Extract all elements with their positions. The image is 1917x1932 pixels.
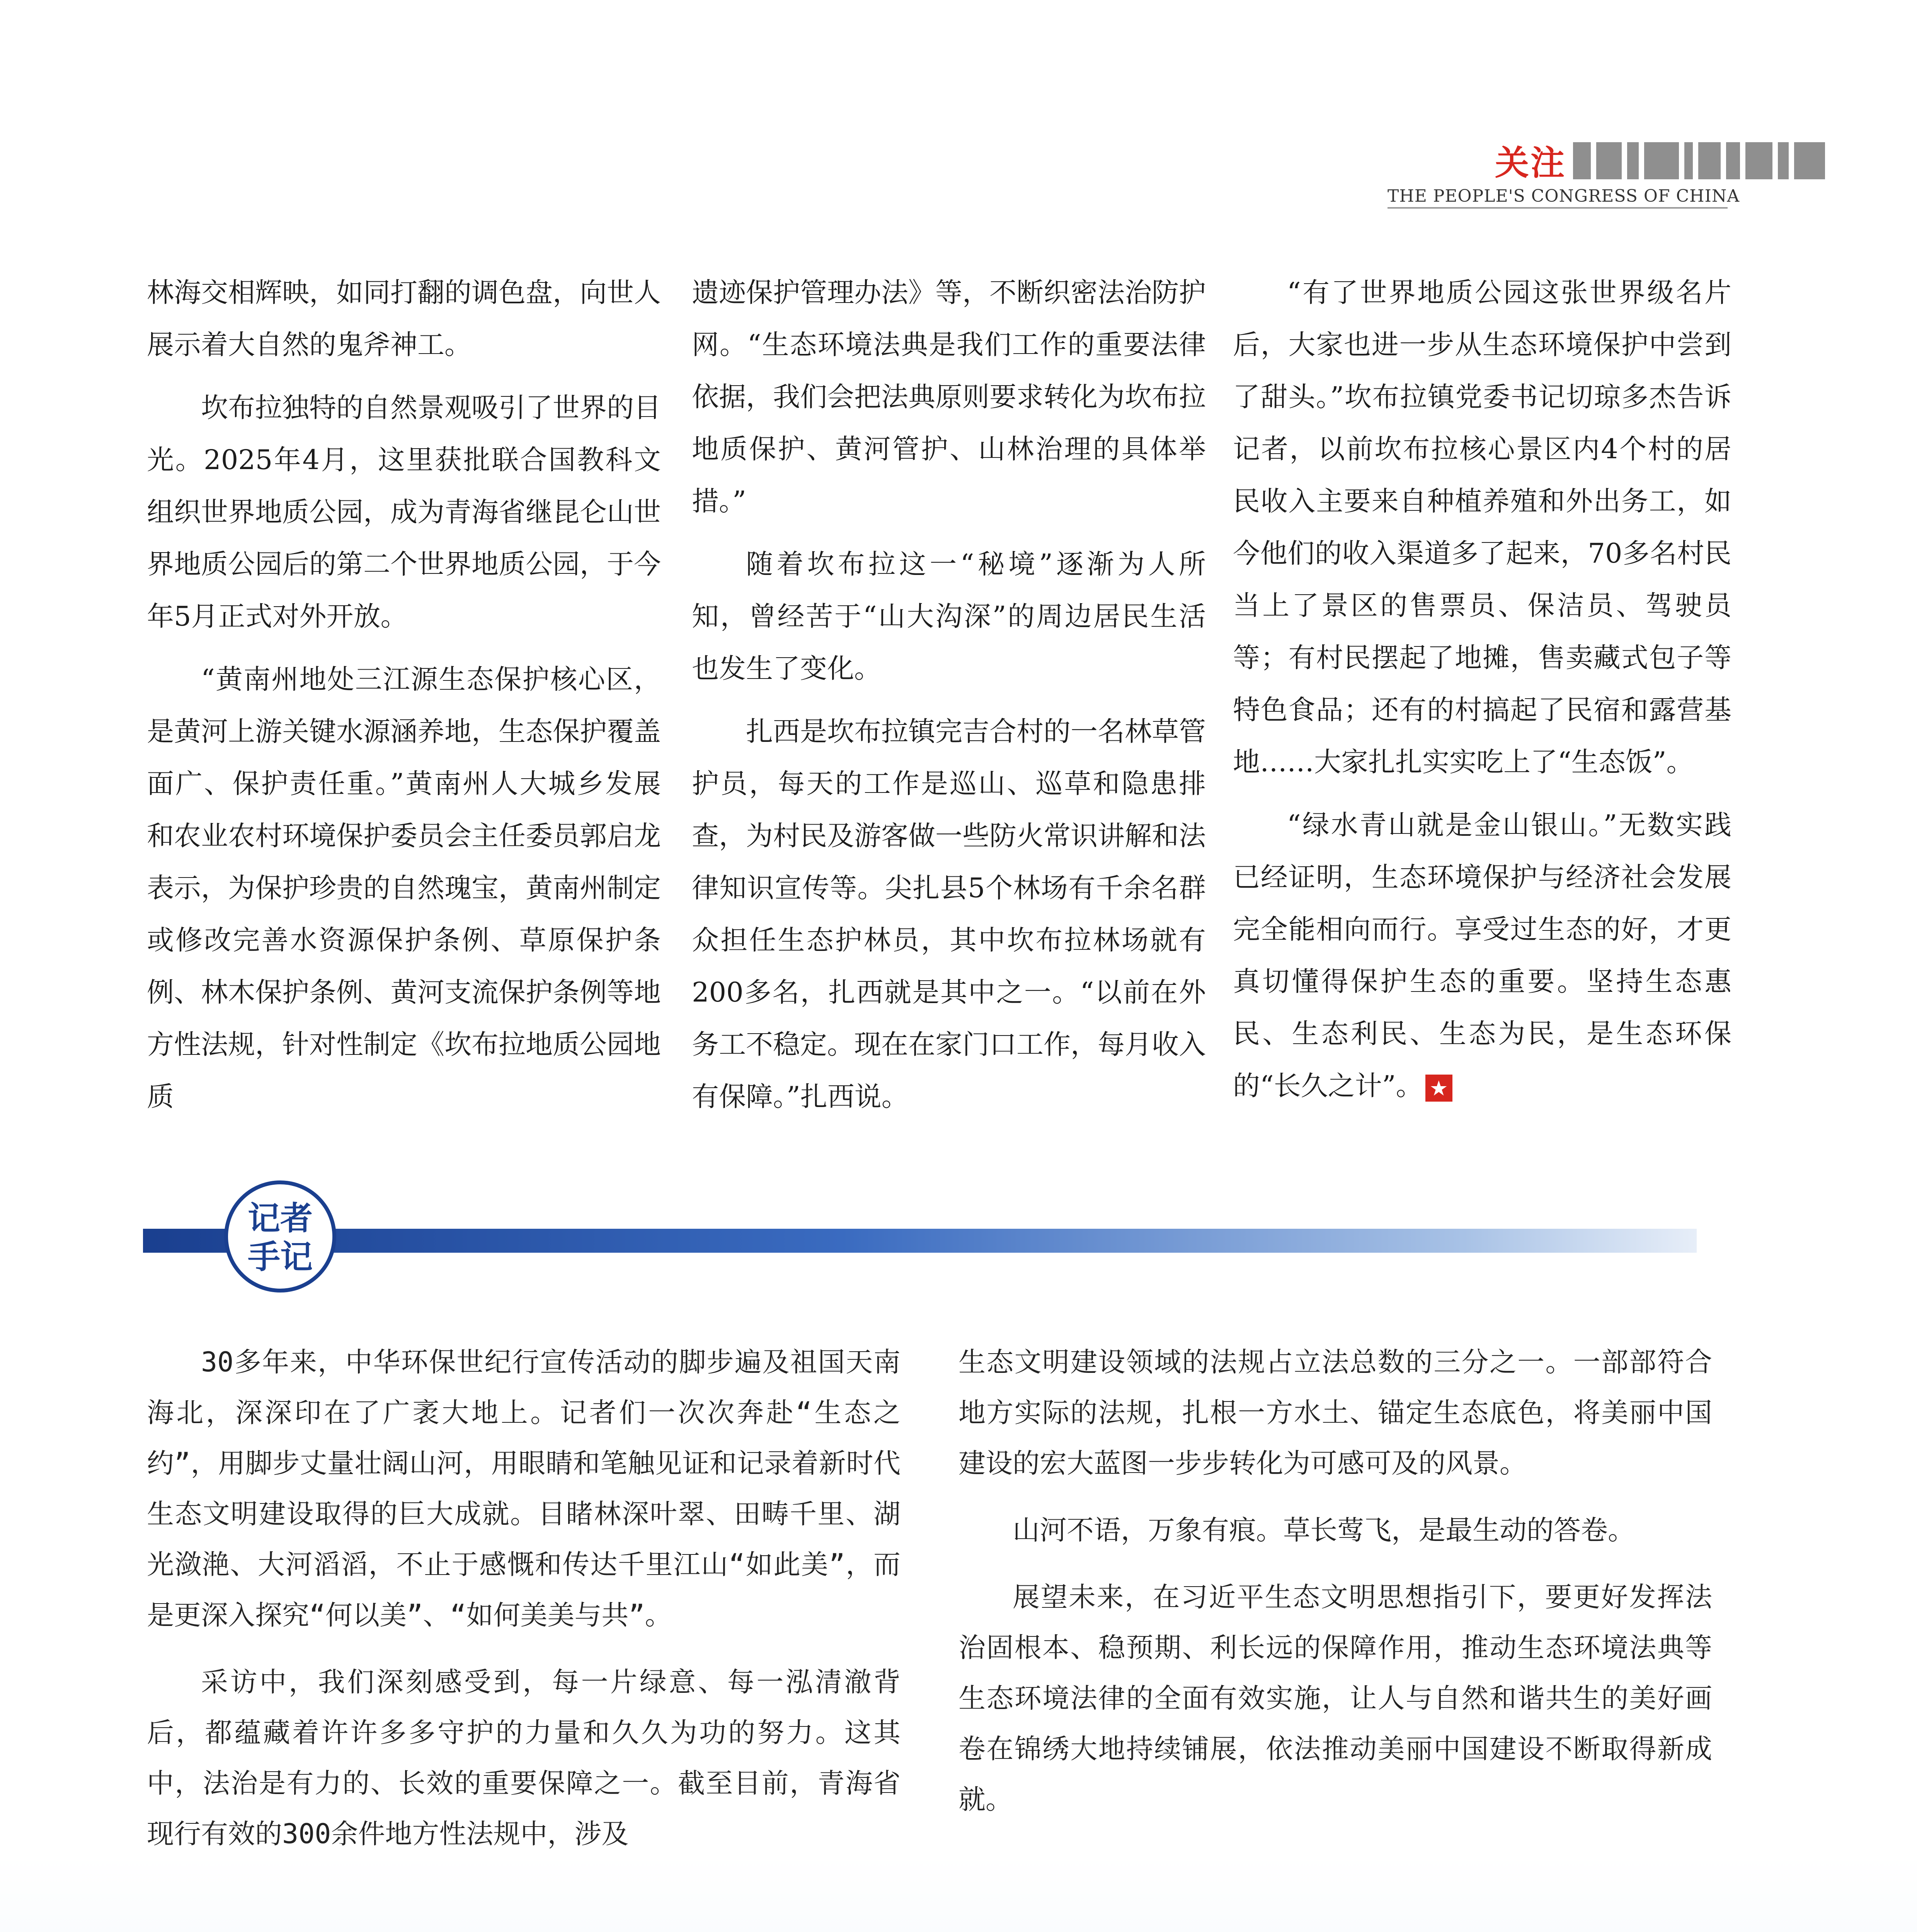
article-column-3: [1233, 267, 1731, 1112]
paragraph: 遗迹保护管理办法》等，不断织密法治防护网。“生态环境法典是我们工作的重要法律依据，我们会把法典原则要求转化为坎布拉地质保护、黄河管护、山林治理的具体举措。”: [692, 277, 1206, 517]
landscape-photo: [0, 1855, 1917, 1932]
header-decoration: [1573, 142, 1825, 179]
paragraph: 扎西是坎布拉镇完吉合村的一名林草管护员，每天的工作是巡山、巡草和隐患排查，为村民及游客做一些防火常识讲解和法律知识宣传等。尖扎县5个林场有千余名群众担任生态护林员，其中坎布拉林场就有200多名，扎西就是其中之一。“以前在外务工不稳定。现在在家门口工作，每月收入有保障。”扎西说。: [692, 716, 1206, 1112]
paragraph: 山河不语，万象有痕。草长莺飞，是最生动的答卷。: [1013, 1514, 1635, 1546]
paragraph: 采访中，我们深刻感受到，每一片绿意、每一泓清澈背后，都蕴藏着许许多多守护的力量和久久为功的努力。这其中，法治是有力的、长效的重要保障之一。截至目前，青海省现行有效的300余件地方性法规中，涉及: [147, 1666, 901, 1850]
header-divider: [1388, 207, 1728, 209]
paragraph: 坎布拉独特的自然景观吸引了世界的目光。2025年4月，这里获批联合国教科文组织世界地质公园，成为青海省继昆仑山世界地质公园后的第二个世界地质公园，于今年5月正式对外开放。: [147, 392, 661, 632]
paragraph: [1233, 799, 1731, 1112]
paragraph: 展望未来，在习近平生态文明思想指引下，要更好发挥法治固根本、稳预期、利长远的保障作用，推动生态环境法典等生态环境法律的全面有效实施，让人与自然和谐共生的美好画卷在锦绣大地持续铺展，依法推动美丽中国建设不断取得新成就。: [958, 1581, 1712, 1815]
section-label: 关注: [1495, 143, 1566, 183]
paragraph-text: “绿水青山就是金山银山。”无数实践已经证明，生态环境保护与经济社会发展完全能相向而行。享受过生态的好，才更真切懂得保护生态的重要。坚持生态惠民、生态利民、生态为民，是生态环保的“长久之计”。: [1233, 809, 1731, 1102]
paragraph: 30多年来，中华环保世纪行宣传活动的脚步遍及祖国天南海北，深深印在了广袤大地上。记者们一次次奔赴“生态之约”，用脚步丈量壮阔山河，用眼睛和笔触见证和记录着新时代生态文明建设取得的巨大成就。目睹林深叶翠、田畴千里、湖光潋滟、大河滔滔，不止于感慨和传达千里江山“如此美”，而是更深入探究“何以美”、“如何美美与共”。: [147, 1346, 901, 1631]
paragraph: 林海交相辉映，如同打翻的调色盘，向世人展示着大自然的鬼斧神工。: [147, 277, 661, 361]
notes-header-band: [143, 1229, 1697, 1253]
notes-badge: [224, 1180, 336, 1293]
paragraph: “有了世界地质公园这张世界级名片后，大家也进一步从生态环境保护中尝到了甜头。”坎布拉镇党委书记切琼多杰告诉记者，以前坎布拉核心景区内4个村的居民收入主要来自种植养殖和外出务工，如今他们的收入渠道多了起来，70多名村民当上了景区的售票员、保洁员、驾驶员等；有村民摆起了地摊，售卖藏式包子等特色食品；还有的村搞起了民宿和露营基地……大家扎扎实实吃上了“生态饭”。: [1233, 277, 1731, 778]
article-column-2: [692, 267, 1206, 1123]
end-star-icon: ★: [1425, 1075, 1452, 1102]
notes-column-left: [147, 1337, 901, 1859]
paragraph: 随着坎布拉这一“秘境”逐渐为人所知，曾经苦于“山大沟深”的周边居民生活也发生了变化。: [692, 548, 1206, 684]
publication-name: THE PEOPLE'S CONGRESS OF CHINA: [1388, 186, 1740, 206]
notes-column-right: [958, 1337, 1712, 1825]
badge-line: 手记: [247, 1238, 313, 1276]
paragraph: 生态文明建设领域的法规占立法总数的三分之一。一部部符合地方实际的法规，扎根一方水土、锚定生态底色，将美丽中国建设的宏大蓝图一步步转化为可感可及的风景。: [958, 1346, 1712, 1479]
article-column-1: [147, 267, 661, 1123]
paragraph: “黄南州地处三江源生态保护核心区，是黄河上游关键水源涵养地，生态保护覆盖面广、保护责任重。”黄南州人大城乡发展和农业农村环境保护委员会主任委员郭启龙表示，为保护珍贵的自然瑰宝，黄南州制定或修改完善水资源保护条例、草原保护条例、林木保护条例、黄河支流保护条例等地方性法规，针对性制定《坎布拉地质公园地质: [147, 663, 661, 1112]
badge-line: 记者: [247, 1199, 313, 1237]
